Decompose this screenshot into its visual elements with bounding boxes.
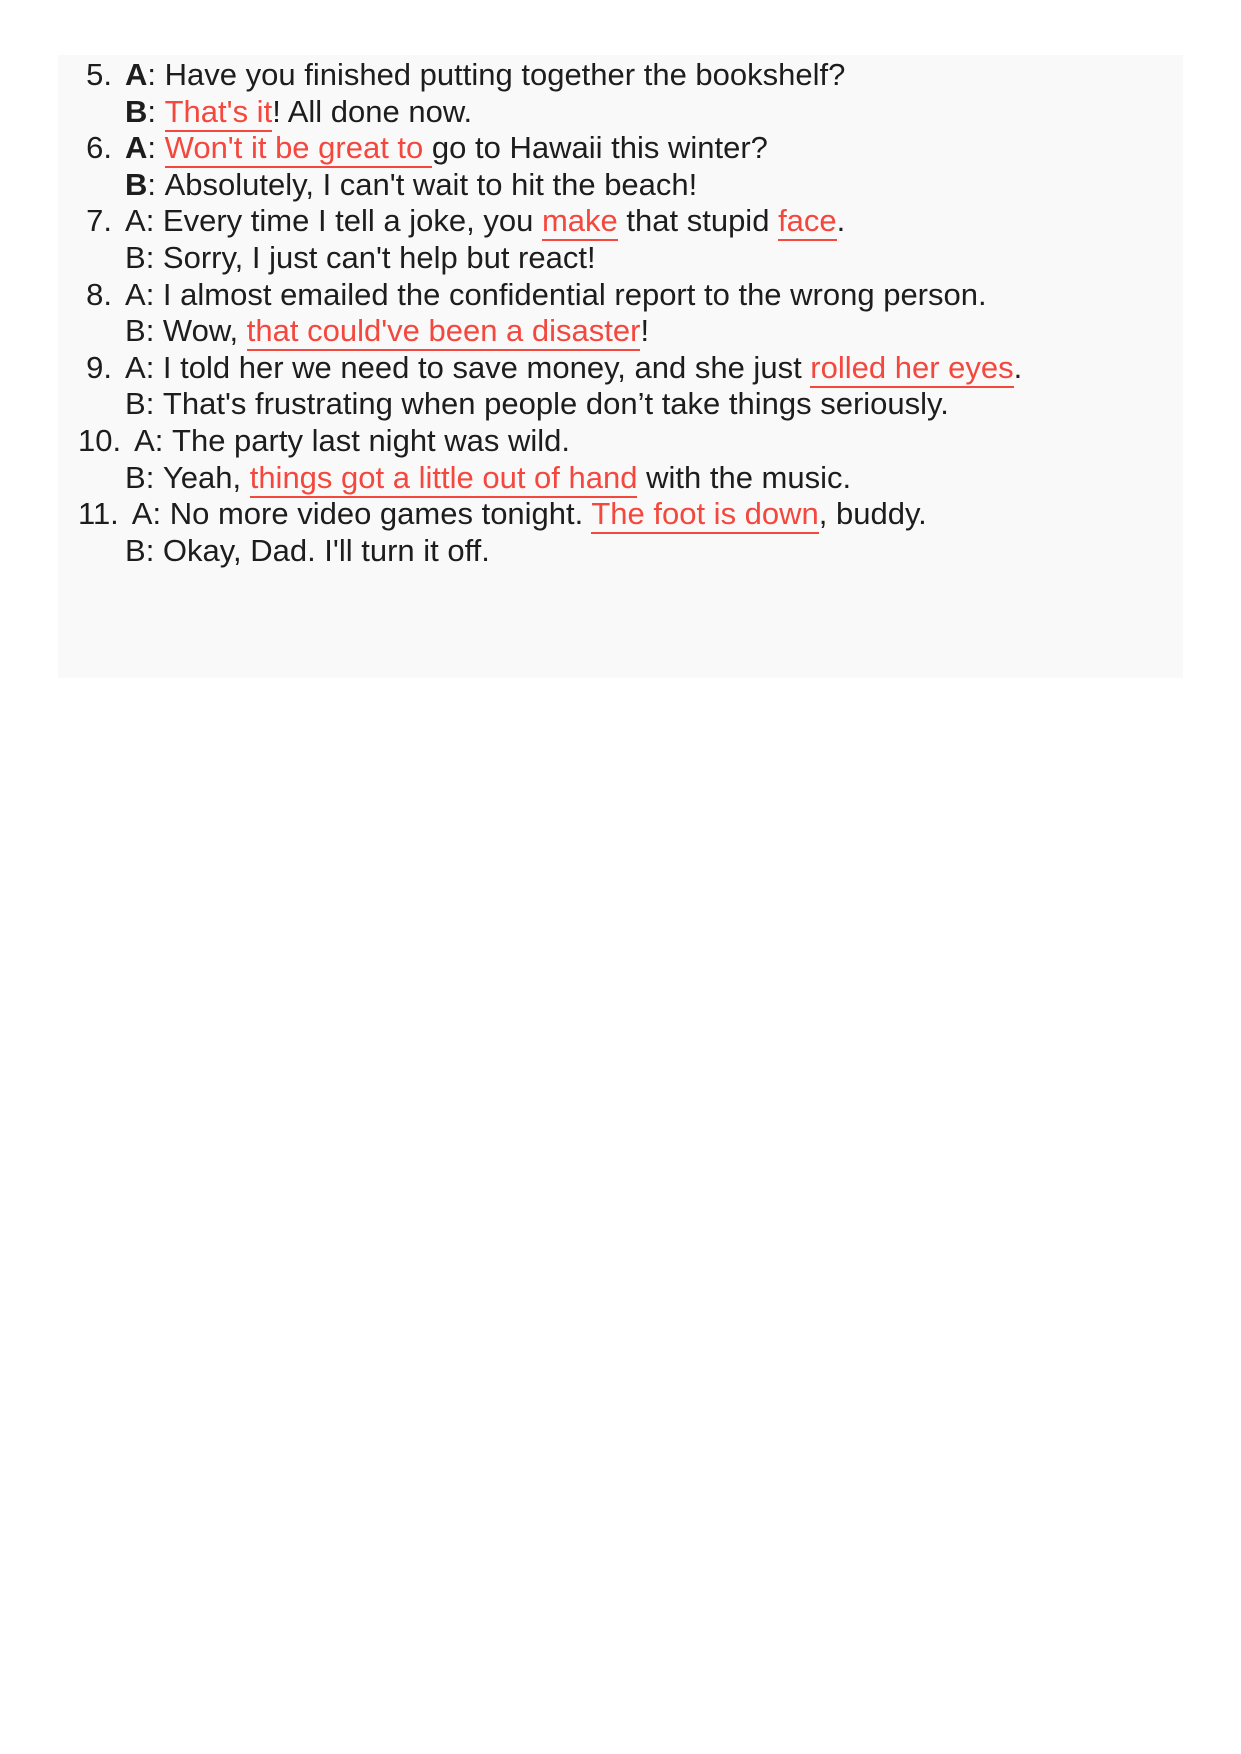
dialogue-line [78,130,1173,167]
dialogue-line [78,460,1173,497]
dialogue-line [78,386,1173,423]
speaker-label: A [125,349,146,385]
dialogue-line [78,167,1173,204]
dialogue-line [78,240,1173,277]
dialogue-line [78,350,1173,387]
line-number: 11. [78,496,119,532]
line-number: 7. [86,203,112,239]
line-text [172,423,570,460]
speaker-colon: : [147,130,165,166]
line-text [163,277,987,314]
line-text [165,57,846,94]
text-segment: with the music. [637,459,852,495]
red-phrase: things got a little out of hand [250,460,638,498]
speaker-colon: : [145,532,163,568]
red-phrase: Won't it be great to [165,130,432,168]
speaker-label: B [125,386,146,422]
line-number: 10. [78,422,122,458]
speaker-label: A [134,422,155,458]
speaker-label: A [125,276,146,312]
line-text [165,167,698,204]
speaker-label: A [125,57,148,92]
text-segment: Okay, Dad. I'll turn it off. [162,532,490,568]
red-phrase: make [542,203,618,241]
speaker-label: B [125,313,146,349]
text-segment: Have you finished putting together the bookshelf? [164,57,846,92]
speaker-label: B [125,532,146,568]
text-segment: Every time I tell a joke, you [162,203,542,239]
line-text [163,350,1022,387]
text-segment: . [1013,349,1023,385]
text-segment: go to Hawaii this winter? [431,130,768,166]
red-phrase: The foot is down [591,496,818,534]
text-segment: The party last night was wild. [172,422,571,458]
text-segment: , buddy. [818,496,927,532]
speaker-colon: : [145,239,163,275]
text-segment: Wow, [162,313,247,349]
text-segment: ! [640,313,650,349]
text-segment: I almost emailed the confidential report to the wrong person. [162,276,987,312]
line-number: 6. [86,130,112,166]
speaker-colon: : [145,203,163,239]
red-phrase: That's it [165,94,273,132]
dialogue-line [78,203,1173,240]
line-number: 8. [86,276,112,312]
dialogue-line [78,423,1173,460]
line-number: 9. [86,349,112,385]
text-segment: Absolutely, I can't wait to hit the beach! [164,166,698,202]
text-segment: ! All done now. [272,93,473,129]
line-text [163,240,596,277]
red-phrase: rolled her eyes [810,350,1013,388]
line-text [165,130,768,167]
text-segment: that stupid [617,203,779,239]
dialogue-line [78,533,1173,570]
speaker-colon: : [152,496,170,532]
red-phrase: that could've been a disaster [247,313,641,351]
speaker-colon: : [145,349,163,385]
line-text [163,460,851,497]
dialogue-line [78,277,1173,314]
text-segment: Sorry, I just can't help but react! [162,239,596,275]
red-phrase: face [778,203,837,241]
speaker-label: B [125,459,146,495]
speaker-colon: : [145,313,163,349]
dialogue-line [78,496,1173,533]
dialogue-line [78,57,1173,94]
dialogue-line [78,313,1173,350]
line-text [170,496,927,533]
speaker-label: A [125,130,148,166]
line-text [163,203,845,240]
line-text [163,533,490,570]
dialogue-line [78,94,1173,131]
line-text [165,94,473,131]
text-segment: Yeah, [162,459,250,495]
line-text [163,313,649,350]
speaker-label: B [125,239,146,275]
speaker-label: B [125,93,148,129]
speaker-colon: : [147,93,165,129]
text-segment: . [836,203,846,239]
speaker-label: A [131,496,153,532]
speaker-label: B [125,166,148,202]
text-segment: That's frustrating when people don’t take things seriously. [162,386,949,422]
line-number: 5. [86,57,112,92]
dialogue-sheet [58,55,1183,678]
dialogue-list [78,57,1173,569]
speaker-label: A [125,203,146,239]
speaker-colon: : [145,276,163,312]
speaker-colon: : [145,386,163,422]
line-text [163,386,949,423]
speaker-colon: : [145,459,163,495]
speaker-colon: : [147,166,165,202]
text-segment: No more video games tonight. [169,496,592,532]
speaker-colon: : [147,57,165,92]
speaker-colon: : [154,422,173,458]
text-segment: I told her we need to save money, and she just [162,349,811,385]
